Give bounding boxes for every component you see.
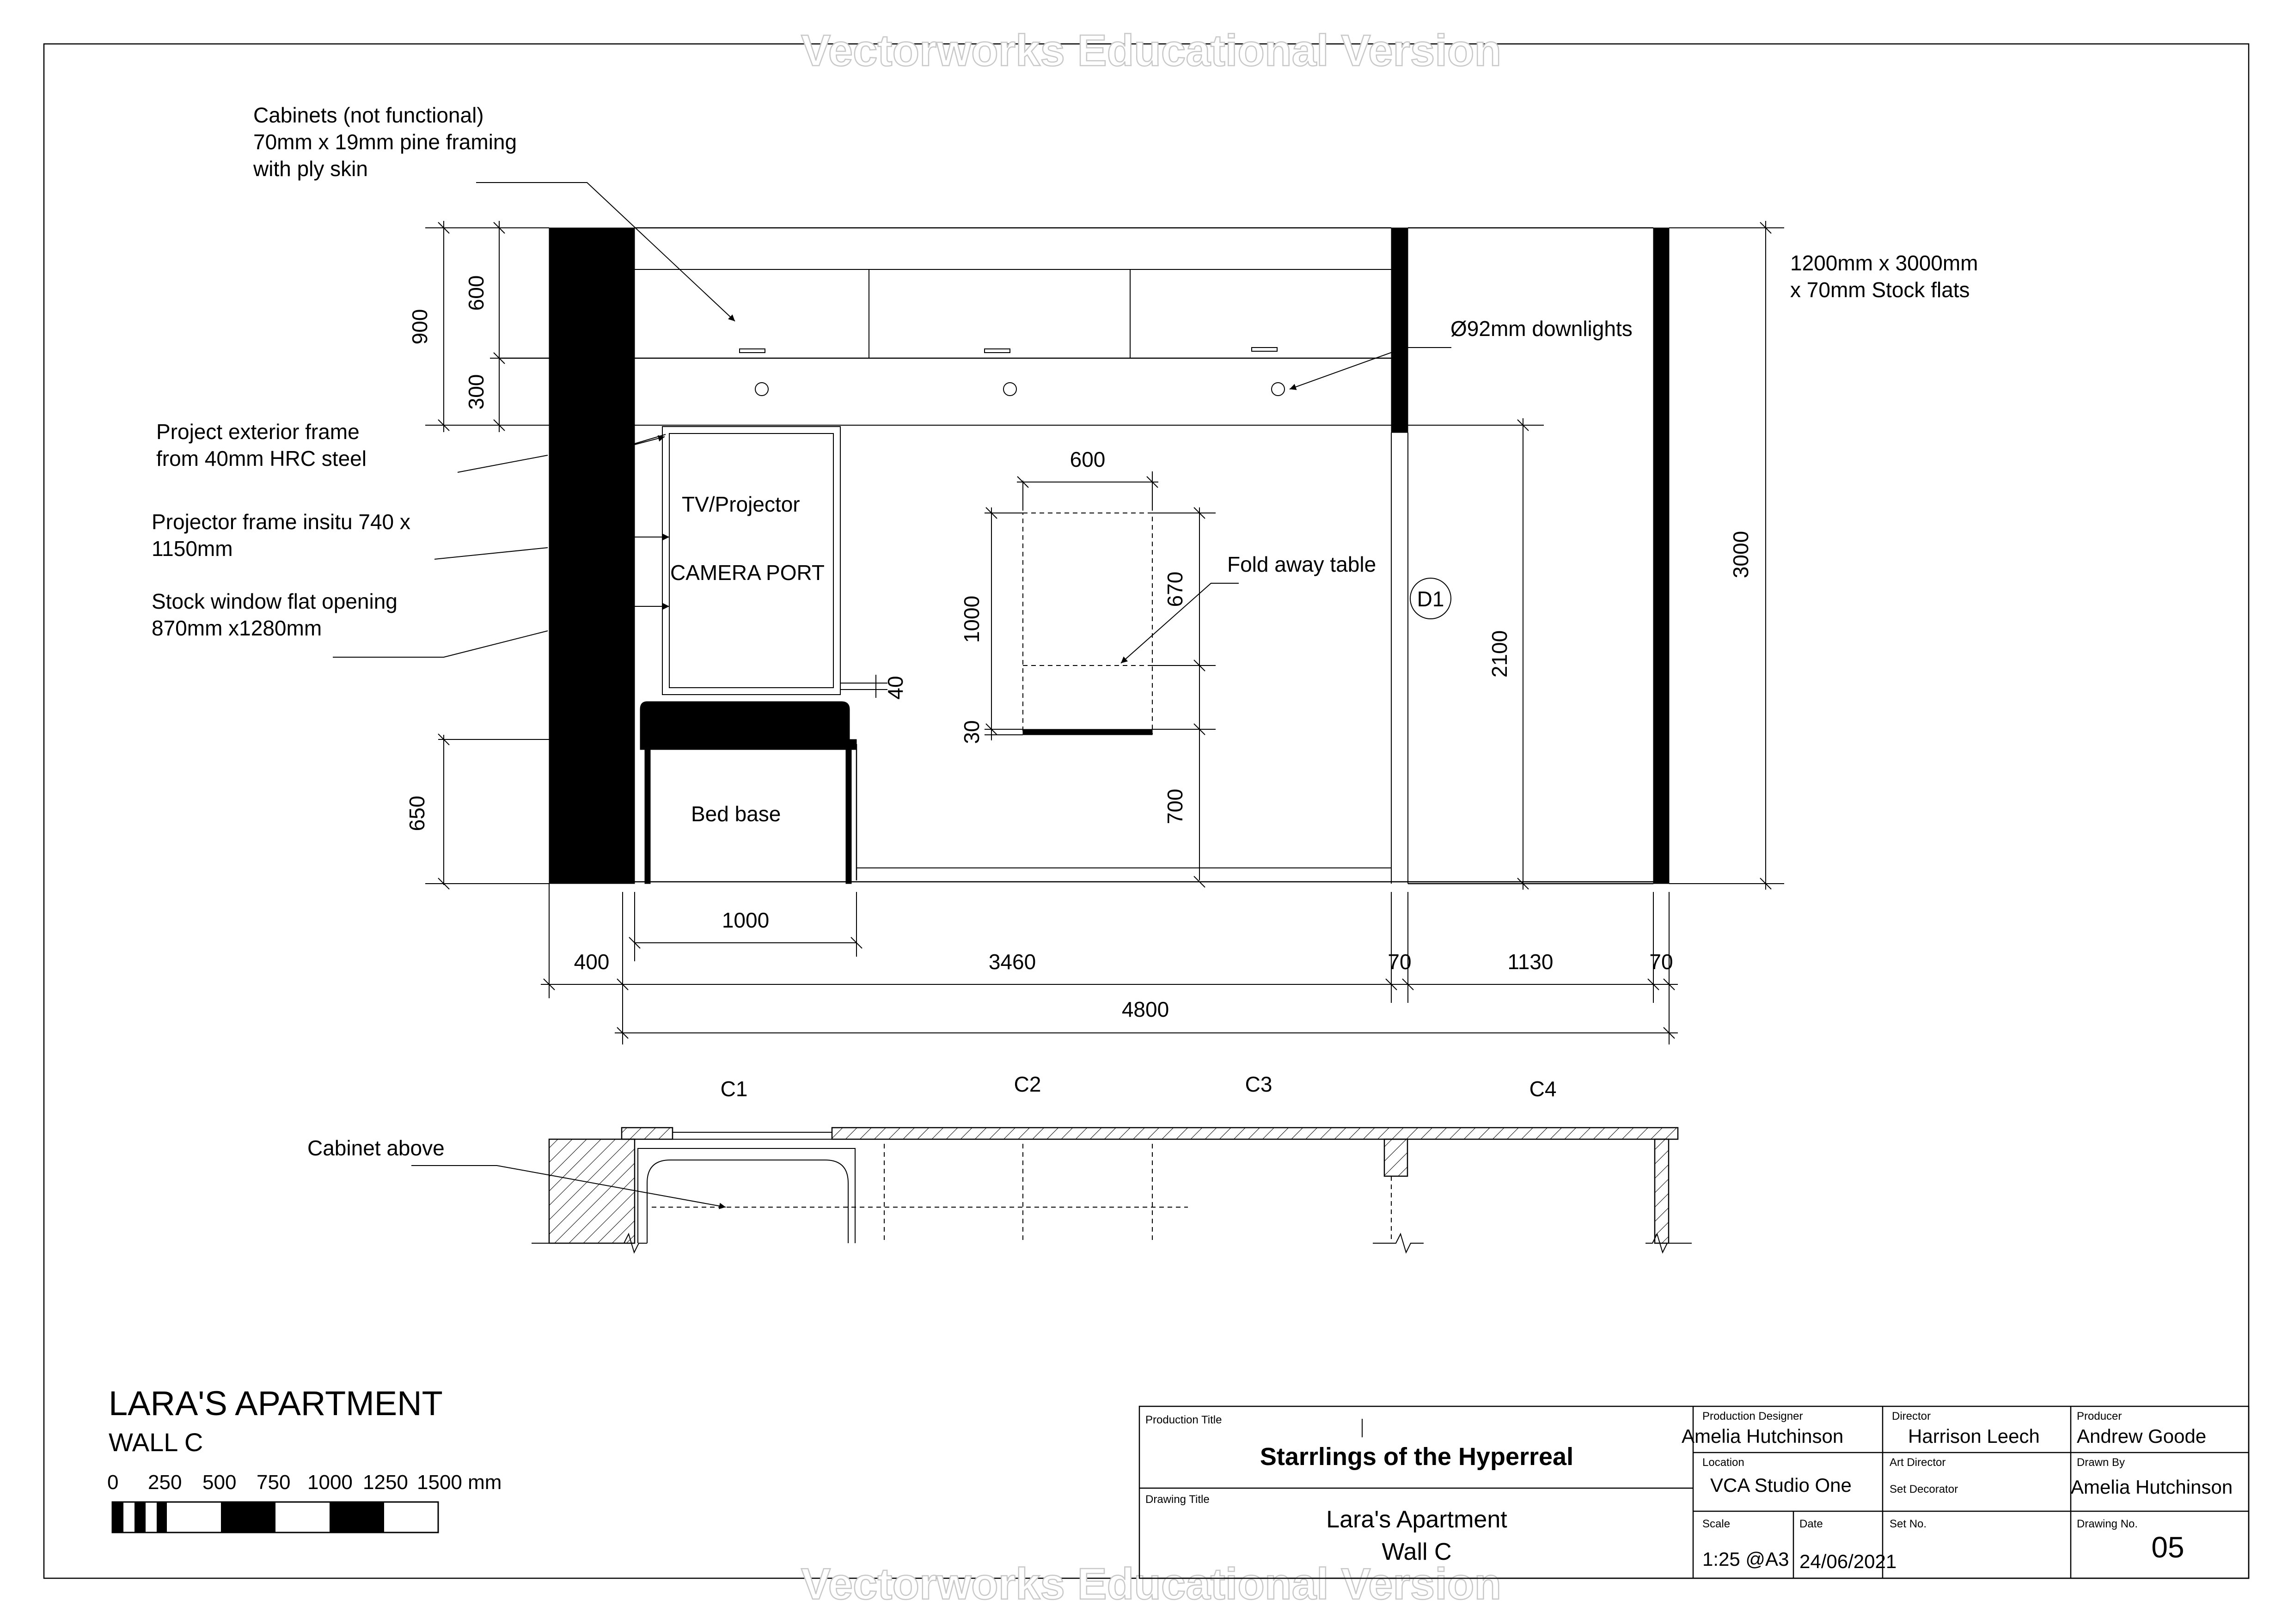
dim-3460: 3460 bbox=[988, 950, 1036, 974]
elevation-mark-c1: C1 bbox=[720, 1077, 748, 1101]
dim-600: 600 bbox=[464, 275, 488, 311]
tb-producer-label: Producer bbox=[2077, 1410, 2122, 1423]
note-cabinet-above: Cabinet above bbox=[307, 1136, 445, 1160]
note-exterior-frame-1: Project exterior frame bbox=[156, 420, 360, 444]
tb-date-label: Date bbox=[1799, 1518, 1823, 1530]
dim-2100: 2100 bbox=[1487, 630, 1511, 678]
drawing-title: LARA'S APARTMENT bbox=[109, 1384, 443, 1423]
note-downlights: Ø92mm downlights bbox=[1450, 317, 1633, 341]
tb-drawing-no-label: Drawing No. bbox=[2077, 1518, 2138, 1530]
tb-drawing-title-1: Lara's Apartment bbox=[1326, 1506, 1507, 1533]
dim-70-b: 70 bbox=[1649, 950, 1673, 974]
dim-700: 700 bbox=[1163, 788, 1187, 824]
tb-location-label: Location bbox=[1702, 1456, 1744, 1469]
svg-text:250: 250 bbox=[148, 1471, 182, 1494]
dim-30: 30 bbox=[960, 720, 984, 744]
tb-director: Harrison Leech bbox=[1908, 1425, 2040, 1447]
dim-670: 670 bbox=[1163, 571, 1187, 607]
elevation-mark-c3: C3 bbox=[1245, 1072, 1272, 1096]
tb-date: 24/06/2021 bbox=[1799, 1551, 1897, 1572]
plan-view bbox=[532, 1128, 1692, 1252]
tb-set-no-label: Set No. bbox=[1890, 1518, 1927, 1530]
tb-production-designer-label: Production Designer bbox=[1702, 1410, 1803, 1423]
dim-1130: 1130 bbox=[1507, 950, 1554, 974]
tb-drawing-no: 05 bbox=[2151, 1531, 2184, 1564]
tb-production-title: Starrlings of the Hyperreal bbox=[1260, 1443, 1574, 1471]
note-projector-frame-1: Projector frame insitu 740 x bbox=[152, 510, 410, 534]
dim-900: 900 bbox=[408, 309, 432, 345]
dim-4800: 4800 bbox=[1121, 997, 1169, 1021]
drawing-subtitle: WALL C bbox=[109, 1428, 203, 1457]
tb-location: VCA Studio One bbox=[1710, 1474, 1852, 1496]
tb-scale: 1:25 @A3 bbox=[1702, 1548, 1789, 1570]
note-window-flat-1: Stock window flat opening bbox=[152, 589, 398, 613]
watermark-bottom: Vectorworks Educational Version bbox=[801, 1559, 1502, 1609]
scale-bar bbox=[107, 1471, 502, 1532]
tb-drawing-title-label: Drawing Title bbox=[1145, 1493, 1210, 1506]
note-fold-table: Fold away table bbox=[1227, 552, 1376, 576]
fold-table-top bbox=[1023, 729, 1152, 735]
tb-drawn-by-label: Drawn By bbox=[2077, 1456, 2125, 1469]
watermark-top: Vectorworks Educational Version bbox=[801, 26, 1502, 75]
dim-3000: 3000 bbox=[1729, 531, 1753, 579]
dim-600-table: 600 bbox=[1070, 447, 1106, 471]
title-block bbox=[1139, 1406, 2249, 1578]
dim-650: 650 bbox=[405, 795, 429, 831]
tb-drawing-title-2: Wall C bbox=[1382, 1539, 1452, 1565]
dim-70-a: 70 bbox=[1388, 950, 1412, 974]
note-cabinets-1: Cabinets (not functional) bbox=[253, 103, 484, 127]
dim-40: 40 bbox=[883, 676, 907, 700]
label-tv-projector: TV/Projector bbox=[682, 492, 800, 516]
door-jamb bbox=[1391, 228, 1408, 433]
tb-production-title-label: Production Title bbox=[1145, 1414, 1222, 1426]
tb-set-decorator: Set Decorator bbox=[1890, 1483, 1958, 1496]
note-exterior-frame-2: from 40mm HRC steel bbox=[156, 446, 367, 470]
tb-production-designer: Amelia Hutchinson bbox=[1682, 1425, 1844, 1447]
note-flats-1: 1200mm x 3000mm bbox=[1790, 251, 1978, 275]
tb-scale-label: Scale bbox=[1702, 1518, 1731, 1530]
dim-1000-table: 1000 bbox=[960, 595, 984, 643]
note-cabinets-3: with ply skin bbox=[253, 157, 368, 181]
tb-art-director-label: Art Director bbox=[1890, 1456, 1946, 1469]
right-stock-flat bbox=[1653, 228, 1669, 884]
annotations bbox=[152, 103, 1978, 1207]
elevation-mark-c4: C4 bbox=[1529, 1077, 1557, 1101]
svg-text:750: 750 bbox=[257, 1471, 291, 1494]
label-camera-port: CAMERA PORT bbox=[670, 561, 825, 585]
note-cabinets-2: 70mm x 19mm pine framing bbox=[253, 130, 517, 154]
dim-1000-bed: 1000 bbox=[722, 908, 770, 932]
exterior-frame-wall bbox=[549, 228, 635, 884]
door-tag-label: D1 bbox=[1417, 587, 1444, 611]
elevation-mark-c2: C2 bbox=[1014, 1072, 1041, 1096]
svg-text:1250: 1250 bbox=[363, 1471, 408, 1494]
note-window-flat-2: 870mm x1280mm bbox=[152, 616, 322, 640]
note-projector-frame-2: 1150mm bbox=[152, 537, 233, 561]
svg-text:1500 mm: 1500 mm bbox=[417, 1471, 502, 1494]
label-bed-base: Bed base bbox=[691, 802, 781, 826]
drawing-title-block bbox=[107, 1384, 502, 1532]
svg-text:0: 0 bbox=[107, 1471, 119, 1494]
tb-producer: Andrew Goode bbox=[2077, 1425, 2207, 1447]
svg-text:1000: 1000 bbox=[307, 1471, 353, 1494]
tb-drawn-by: Amelia Hutchinson bbox=[2071, 1476, 2233, 1498]
dim-300: 300 bbox=[464, 374, 488, 410]
dim-400: 400 bbox=[574, 950, 610, 974]
tb-director-label: Director bbox=[1892, 1410, 1931, 1423]
svg-text:500: 500 bbox=[202, 1471, 237, 1494]
note-flats-2: x 70mm Stock flats bbox=[1790, 278, 1970, 302]
